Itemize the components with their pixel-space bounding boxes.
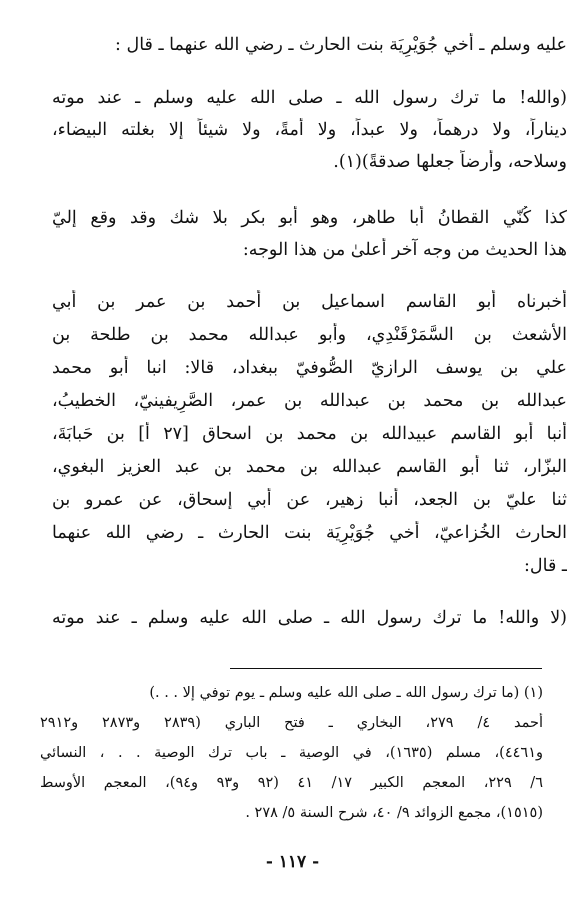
text-line: ديناراً، ولا درهماً، ولا عبداً، ولا أمةً، ولا شيئاً إلا بغلته البيضاء، bbox=[52, 120, 567, 140]
text-line: علي بن يوسف الرازيّ الصُّوفيّ ببغداد، قالا: انبا أبو محمد bbox=[52, 358, 567, 378]
text-line: عبدالله بن محمد بن عبدالله بن عمر، الصَّرِيفينيّ، الخطيبُ، bbox=[52, 391, 567, 411]
footnote-line: أحمد ٤/ ٢٧٩، البخاري ـ فتح الباري (٢٨٣٩ و٢٨٧٣ و٢٩١٢ bbox=[40, 715, 543, 731]
page-number: - ١١٧ - bbox=[265, 852, 320, 872]
footnote-line: (١٥١٥)، مجمع الزوائد ٩/ ٤٠، شرح السنة ٥/ ٢٧٨ . bbox=[245, 805, 543, 821]
text-line: عليه وسلم ـ أخي جُوَيْرِيَة بنت الحارث ـ رضي الله عنهما ـ قال : bbox=[115, 35, 567, 55]
text-line: ثنا عليّ بن الجعد، أنبا زهير، عن أبي إسحاق، عن عمرو بن bbox=[52, 490, 567, 510]
text-line: هذا الحديث من وجه آخر أعلىٰ من هذا الوجه: bbox=[242, 240, 567, 260]
text-line: كذا كُنّي القطانُ أبا طاهر، وهو أبو بكر بلا شك وقد وقع إليّ bbox=[52, 208, 567, 228]
text-line: أخبرناه أبو القاسم اسماعيل بن أحمد بن عمر بن أبي bbox=[52, 292, 567, 312]
footnote-separator bbox=[230, 668, 542, 669]
text-line: الأشعث بن السَّمَرْقَنْدِي، وأبو عبدالله محمد بن طلحة بن bbox=[52, 325, 567, 345]
text-line: وسلاحه، وأرضاً جعلها صدقةً)(١). bbox=[333, 152, 567, 172]
footnote-line: (١) (ما ترك رسول الله ـ صلى الله عليه وسلم ـ يوم توفي إلا . . .) bbox=[149, 685, 543, 701]
text-line: الحارث الخُزاعيّ، أخي جُوَيْرِيَة بنت الحارث ـ رضي الله عنهما bbox=[52, 523, 567, 543]
text-line: (لا والله! ما ترك رسول الله ـ صلى الله عليه وسلم ـ عند موته bbox=[52, 608, 567, 628]
footnote-line: و٤٤٦١)، مسلم (١٦٣٥)، في الوصية ـ باب ترك الوصية . . ، النسائي bbox=[40, 745, 543, 761]
text-line: (والله! ما ترك رسول الله ـ صلى الله عليه وسلم ـ عند موته bbox=[52, 88, 567, 108]
text-line: البزّار، ثنا أبو القاسم عبدالله بن محمد بن عبد العزيز البغوي، bbox=[52, 457, 567, 477]
footnote-line: ٦/ ٢٢٩، المعجم الكبير ١٧/ ٤١ (٩٢ و٩٣ و٩٤)، المعجم الأوسط bbox=[40, 775, 543, 791]
text-line: ـ قال: bbox=[524, 556, 567, 576]
text-line: أنبا أبو القاسم عبيدالله بن محمد بن اسحاق [٢٧ أ] بن حَبابَةَ، bbox=[52, 424, 567, 444]
